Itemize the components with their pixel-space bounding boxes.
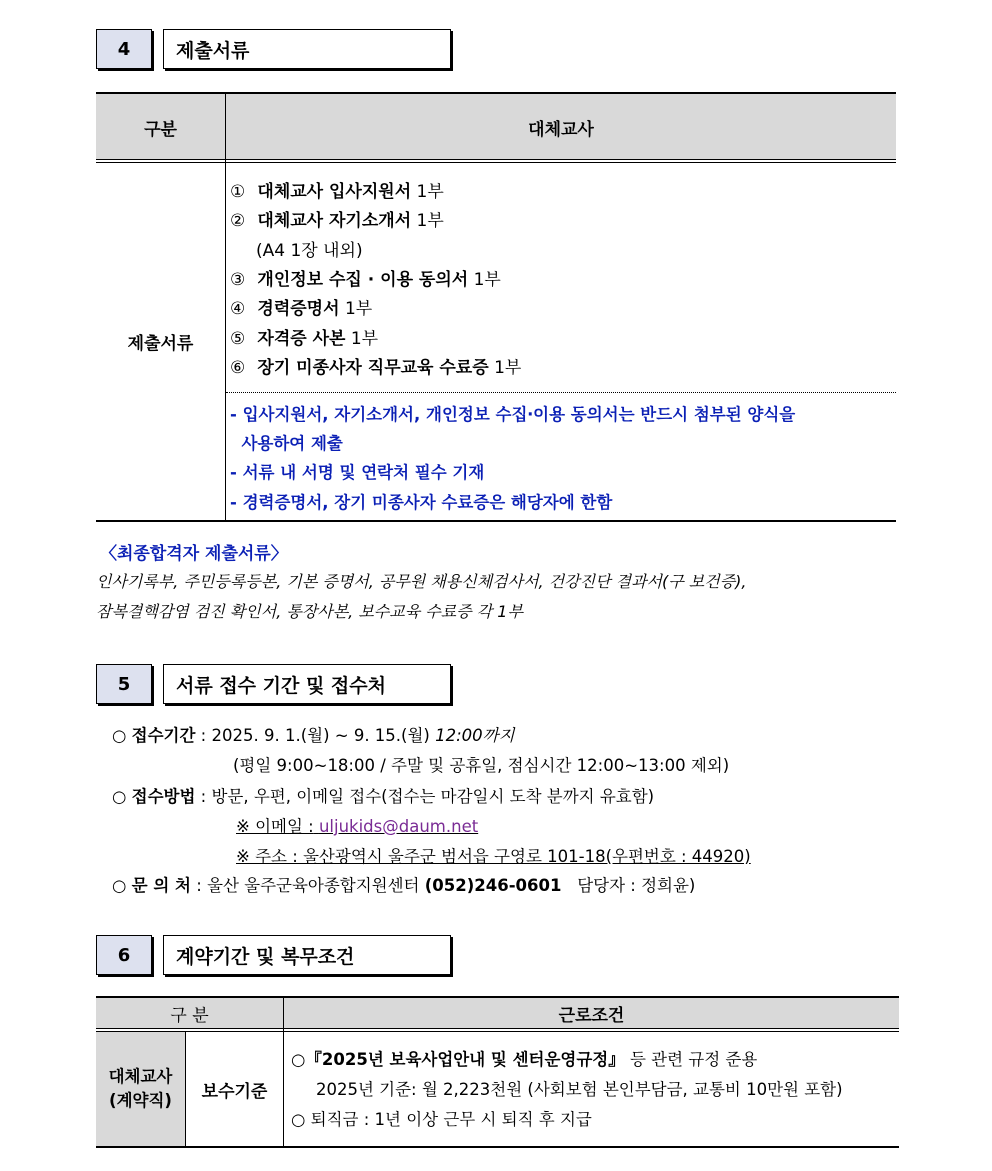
section-number-badge: 5 xyxy=(96,664,152,704)
document-item: ④ 경력증명서 1부 xyxy=(230,299,373,319)
contact-line: ○ 문 의 처 : 울산 울주군육아종합지원센터 (052)246-0601 담당자 : 정희윤) xyxy=(112,876,696,895)
section-title: 제출서류 xyxy=(163,29,451,69)
section-number-badge: 4 xyxy=(96,29,152,69)
email-line: ※ 이메일 : uljukids@daum.net xyxy=(236,817,479,836)
final-documents-heading: 〈최종합격자 제출서류〉 xyxy=(100,544,288,564)
document-item: ⑤ 자격증 사본 1부 xyxy=(230,329,379,349)
dotted-divider xyxy=(226,392,896,393)
pay-amount-line: 2025년 기준: 월 2,223천원 (사회보험 본인부담금, 교통비 10만원 포함) xyxy=(316,1080,843,1099)
final-documents-line: 인사기록부, 주민등록등본, 기본 증명서, 공무원 채용신체검사서, 건강진단 결과서(구 보건증), xyxy=(96,572,747,591)
note-line: - 입사지원서, 자기소개서, 개인정보 수집‧이용 동의서는 반드시 첨부된 양식을 xyxy=(230,405,796,424)
document-item: ② 대체교사 자기소개서 1부 xyxy=(230,211,444,231)
pay-rule-line: ○『2025년 보육사업안내 및 센터운영규정』 등 관련 규정 준용 xyxy=(291,1050,758,1069)
email-link[interactable]: uljukids@daum.net xyxy=(318,817,479,836)
table-header-conditions: 근로조건 xyxy=(558,1005,625,1026)
table-header-substitute-teacher: 대체교사 xyxy=(528,119,594,140)
row-label-substitute-contract: 대체교사 (계약직) xyxy=(108,1067,173,1110)
severance-line: ○ 퇴직금 : 1년 이상 근무 시 퇴직 후 지급 xyxy=(291,1110,592,1129)
note-line: - 경력증명서, 장기 미종사자 수료증은 해당자에 한함 xyxy=(230,493,613,512)
document-item: ③ 개인정보 수집 · 이용 동의서 1부 xyxy=(230,270,501,290)
document-item-note: (A4 1장 내외) xyxy=(256,241,363,261)
row-sub-pay-standard: 보수기준 xyxy=(201,1081,268,1102)
row-label-documents: 제출서류 xyxy=(127,334,194,354)
note-line: 사용하여 제출 xyxy=(230,434,343,453)
application-period-note: (평일 9:00~18:00 / 주말 및 공휴일, 점심시간 12:00~13:00 제외) xyxy=(233,756,730,775)
section-title: 계약기간 및 복무조건 xyxy=(163,935,451,975)
final-documents-line: 잠복결핵감염 검진 확인서, 통장사본, 보수교육 수료증 각 1부 xyxy=(96,602,523,621)
table-header-category: 구 분 xyxy=(170,1005,209,1026)
section-number-badge: 6 xyxy=(96,935,152,975)
application-method: ○ 접수방법 : 방문, 우편, 이메일 접수(접수는 마감일시 도착 분까지 유효함) xyxy=(112,787,655,806)
document-item: ⑥ 장기 미종사자 직무교육 수료증 1부 xyxy=(230,358,522,378)
address-line: ※ 주소 : 울산광역시 울주군 범서읍 구영로 101-18(우편번호 : 44920) xyxy=(236,847,751,866)
document-item: ① 대체교사 입사지원서 1부 xyxy=(230,182,444,202)
table-header-category: 구분 xyxy=(144,119,177,140)
note-line: - 서류 내 서명 및 연락처 필수 기재 xyxy=(230,463,485,482)
application-period: ○ 접수기간 : 2025. 9. 1.(월) ~ 9. 15.(월) 12:00까지 xyxy=(112,726,515,745)
section-title: 서류 접수 기간 및 접수처 xyxy=(163,664,451,704)
